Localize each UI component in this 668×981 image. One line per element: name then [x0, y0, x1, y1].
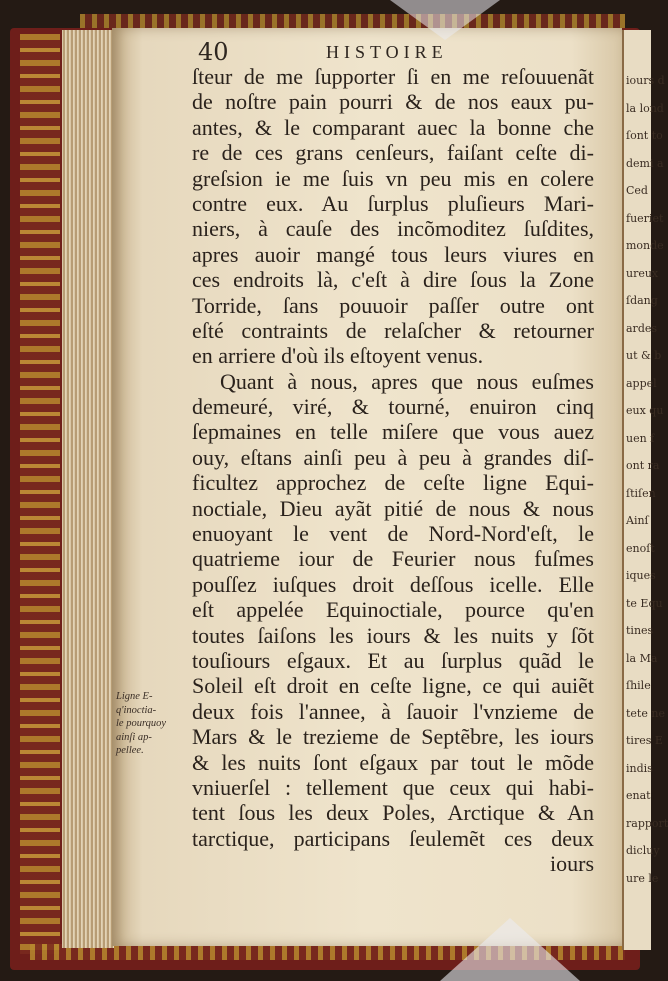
text-line: noctiale, Dieu ayãt pitié de nous & nous — [192, 495, 594, 521]
text-line: Mars & le trezieme de Septẽbre, les iours — [192, 724, 594, 750]
text-line: pouſſez iuſques droit deſſous icelle. Elle — [192, 571, 594, 597]
margin-note-line: pellee. — [116, 745, 144, 756]
facing-page-fragment: tines — [626, 624, 654, 637]
text-line: greſsion ie me ſuis vn peu mis en colere — [192, 165, 594, 191]
facing-page-fragment: ſdang — [626, 294, 658, 307]
text-line: deux fois l'annee, à ſauoir l'vnzieme de — [192, 698, 594, 724]
facing-page-fragment: iours d — [626, 74, 665, 87]
text-line: ces endroits là, c'eſt à dire ſous la Zone — [192, 267, 594, 293]
facing-page-fragment: demi a — [626, 156, 664, 170]
text-line: eſt appelée Equinoctiale, pource qu'en — [192, 597, 594, 623]
facing-page-fragment: uen f — [626, 431, 655, 445]
text-line: toutes ſaiſons les iours & les nuits y ſõt — [192, 622, 594, 648]
text-line: demeuré, viré, & tourné, enuiron cinq — [192, 394, 594, 420]
text-line: ſepmaines en telle miſere que vous auez — [192, 419, 594, 445]
margin-note-line: ainſi ap- — [116, 731, 152, 743]
facing-page-fragment: dicluy — [626, 844, 660, 857]
facing-page-fragment: fueriet — [626, 211, 664, 225]
facing-page-fragment: appel — [626, 376, 657, 390]
text-line: niers, à cauſe des incõmoditez ſuſdites, — [192, 216, 594, 242]
text-line: antes, & le comparant auec la bonne che — [192, 114, 594, 140]
facing-page-fragment: enoſt — [626, 541, 655, 555]
facing-page-fragment: ardes — [626, 321, 658, 335]
text-line: Quant à nous, apres que nous euſmes — [220, 368, 594, 394]
facing-page-fragment: Ainſ — [626, 514, 649, 527]
facing-page-fragment: Ced — [626, 184, 648, 197]
cover-gilt-border-top — [80, 14, 625, 28]
page-holder-clip-bottom — [440, 918, 580, 981]
text-line: contre eux. Au ſurplus pluſieurs Mari- — [192, 190, 594, 216]
facing-page-fragment: monde — [626, 239, 664, 252]
facing-page-fragment: ut & b — [626, 349, 662, 362]
text-line: ſteur de me ſupporter ſi en me reſouuenãt — [192, 64, 594, 89]
text-line: tent ſous les deux Poles, Arctique & An — [192, 800, 594, 826]
facing-page-fragment: ureux — [626, 266, 659, 280]
facing-page-fragment: la Ma — [626, 651, 658, 665]
text-line: quatrieme iour de Feurier nous fuſmes — [192, 546, 594, 572]
facing-page-fragment: ſont to — [626, 129, 663, 142]
text-line: Soleil eſt droit en ceſte ligne, ce qui auiẽt — [192, 673, 594, 699]
facing-page-fragment: iques — [626, 569, 656, 582]
text-line: touſiours eſgaux. Et au ſurplus quãd le — [192, 647, 594, 673]
catchword: iours — [550, 851, 594, 877]
text-line: apres auoir mangé tous leurs viures en — [192, 241, 594, 267]
margin-note-line: q'inoctia- — [116, 704, 157, 716]
facing-page-fragment: ſhile — [626, 679, 651, 692]
facing-page-fragment: te Equ — [626, 596, 663, 610]
text-line: ficultez approchez de ceſte ligne Equi- — [192, 470, 594, 496]
text-line: enuoyant le vent de Nord-Nord'eſt, le — [192, 521, 594, 547]
page-edges — [62, 30, 114, 948]
text-line: en arriere d'où ils eſtoyent venus. — [192, 343, 484, 369]
facing-page — [622, 30, 668, 950]
body-text — [192, 64, 594, 877]
text-line: ouy, eſtans ainſi peu à peu à grandes diſ- — [192, 444, 594, 470]
margin-note — [116, 690, 188, 758]
facing-page-fragment: ont ra — [626, 459, 660, 472]
running-title: HISTOIRE — [326, 42, 448, 62]
text-line: de noſtre pain pourri & de nos eaux pu- — [192, 89, 594, 115]
facing-page-fragment: eux qu — [626, 404, 664, 417]
facing-page-fragment: la lond — [626, 101, 664, 115]
text-line: tarctique, participans ſeulemẽt ces deux — [192, 825, 594, 851]
text-line: & les nuits ſont eſgaux par tout le mõde — [192, 749, 594, 775]
margin-note-line: le pourquoy — [116, 718, 167, 729]
facing-page-fragment: tires E — [626, 734, 663, 747]
page-number: 40 — [198, 38, 229, 66]
cover-gilt-border-left — [20, 34, 60, 954]
facing-page-fragment: enat — [626, 789, 651, 802]
facing-page-fragment: ſtiſen — [626, 486, 656, 500]
text-line: Torride, ſans pouuoir paſſer outre ont — [192, 292, 594, 318]
facing-page-fragment: tete ne — [626, 706, 665, 720]
facing-page-fragment: rapport — [626, 816, 668, 830]
margin-note-line: Ligne E- — [116, 691, 153, 702]
facing-page-fragment: ure le — [626, 871, 659, 885]
facing-page-fragment: indis — [626, 761, 653, 775]
text-line: eſté contraints de relaſcher & retourner — [192, 317, 594, 343]
text-line: re de ces grans cenſeurs, faiſant ceſte di- — [192, 140, 594, 166]
page-holder-clip-top — [390, 0, 500, 40]
text-line: vniuerſel : tellement que ceux qui habi- — [192, 774, 594, 800]
